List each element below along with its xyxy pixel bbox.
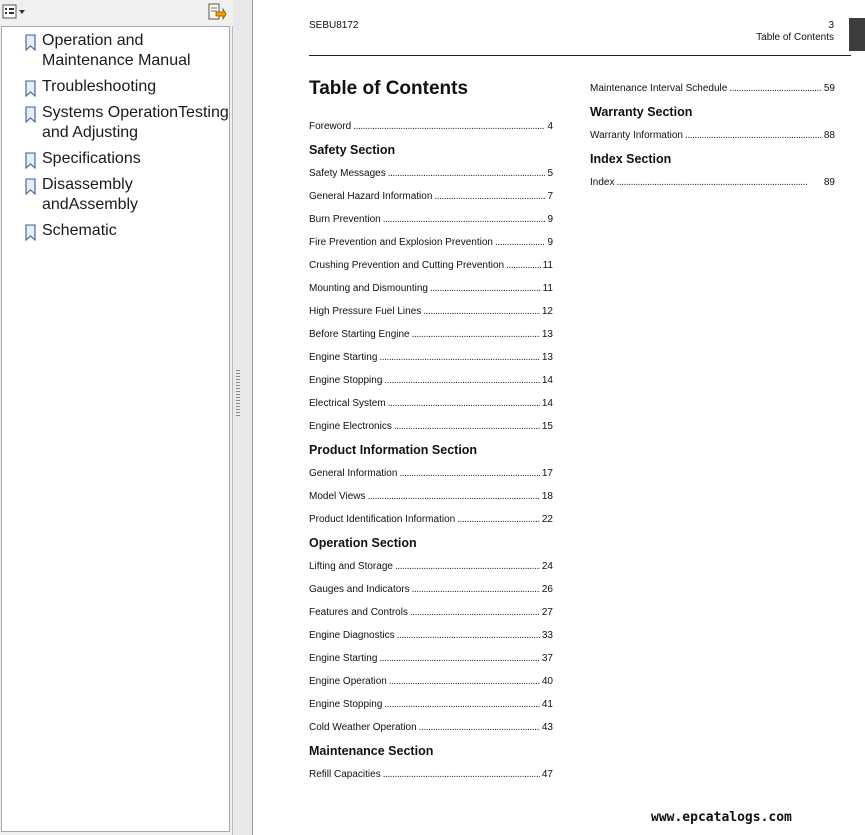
toc-leader — [368, 485, 540, 508]
toc-section-heading[interactable]: Safety Section — [309, 143, 396, 157]
toc-entry-page: 11 — [542, 260, 553, 271]
toc-entry[interactable] — [309, 601, 553, 624]
toc-entry-title: Index — [590, 177, 615, 188]
bookmark-label: Disassembly andAssembly — [42, 176, 139, 213]
scroll-position-marker[interactable] — [849, 18, 865, 51]
bookmark-label: Troubleshooting — [42, 78, 157, 95]
bookmarks-pane — [0, 0, 233, 835]
toc-leader — [434, 185, 545, 208]
toc-entry-page: 88 — [823, 130, 835, 141]
toc-entry-page: 33 — [541, 630, 553, 641]
bookmark-label: Specifications — [42, 150, 141, 167]
toc-entry[interactable] — [590, 77, 835, 100]
toc-entry-page: 24 — [541, 561, 553, 572]
toc-section-heading[interactable]: Maintenance Section — [309, 744, 434, 758]
toc-leader — [430, 277, 541, 300]
bookmark-icon — [24, 80, 38, 97]
toc-leader — [397, 624, 540, 647]
document-page — [254, 0, 865, 835]
bookmarks-toolbar — [0, 0, 233, 26]
toc-entry[interactable] — [309, 670, 553, 693]
toc-entry[interactable] — [309, 392, 553, 415]
toc-entry[interactable] — [309, 231, 553, 254]
toc-entry[interactable] — [309, 115, 553, 138]
bookmark-label: Operation and Maintenance Manual — [42, 32, 191, 69]
toc-entry-page: 27 — [541, 607, 553, 618]
expand-bookmark-icon[interactable] — [205, 2, 227, 22]
toc-entry-page: 4 — [547, 121, 553, 132]
bookmark-options-icon[interactable] — [2, 4, 28, 20]
page-header-right — [756, 20, 834, 44]
header-rule — [309, 55, 851, 56]
toc-entry-title: Engine Diagnostics — [309, 630, 395, 641]
toc-entry-page: 26 — [541, 584, 553, 595]
toc-entry-page: 13 — [541, 329, 553, 340]
toc-entry-title: Maintenance Interval Schedule — [590, 83, 728, 94]
toc-leader — [423, 300, 540, 323]
bookmark-systems-operation[interactable] — [2, 103, 229, 143]
toc-entry[interactable] — [309, 300, 553, 323]
bookmark-specifications[interactable] — [2, 149, 229, 169]
toc-entry-page: 13 — [541, 352, 553, 363]
toc-entry-title: Product Identification Information — [309, 514, 456, 525]
toc-leader — [412, 578, 540, 601]
toc-leader — [388, 162, 546, 185]
toc-leader — [384, 369, 539, 392]
toc-column-left — [309, 115, 553, 786]
bookmark-icon — [24, 106, 38, 123]
toc-leader — [379, 346, 539, 369]
toc-leader — [384, 693, 539, 716]
toc-entry-title: Foreword — [309, 121, 352, 132]
toc-entry-page: 12 — [541, 306, 553, 317]
toc-entry[interactable] — [309, 254, 553, 277]
toc-entry[interactable] — [309, 415, 553, 438]
toc-entry-title: Lifting and Storage — [309, 561, 393, 572]
bookmark-icon — [24, 152, 38, 169]
toc-entry[interactable] — [309, 763, 553, 786]
toc-entry-title: Cold Weather Operation — [309, 722, 417, 733]
toc-entry-title: Warranty Information — [590, 130, 683, 141]
toc-entry[interactable] — [309, 508, 553, 531]
toc-section-heading[interactable]: Warranty Section — [590, 105, 693, 119]
toc-entry-title: Crushing Prevention and Cutting Prevention — [309, 260, 505, 271]
toc-entry-page: 14 — [541, 398, 553, 409]
toc-leader — [685, 124, 822, 147]
toc-entry-title: Engine Operation — [309, 676, 387, 687]
splitter-grip[interactable] — [236, 370, 240, 418]
toc-entry-page: 18 — [541, 491, 553, 502]
toc-entry[interactable] — [590, 171, 835, 194]
toc-entry-title: Burn Prevention — [309, 214, 381, 225]
watermark-text: www.epcatalogs.com — [651, 810, 792, 825]
bookmark-schematic[interactable] — [2, 221, 229, 241]
toc-entry-page: 41 — [541, 699, 553, 710]
toc-entry-page: 5 — [547, 168, 553, 179]
toc-entry[interactable] — [590, 124, 835, 147]
bookmark-troubleshooting[interactable] — [2, 77, 229, 97]
toc-leader — [495, 231, 545, 254]
toc-entry[interactable] — [309, 277, 553, 300]
toc-leader — [389, 670, 540, 693]
toc-leader — [506, 254, 540, 277]
toc-entry-title: Engine Starting — [309, 653, 378, 664]
page-number: 3 — [828, 20, 834, 31]
toc-entry-title: General Hazard Information — [309, 191, 433, 202]
bookmark-label: Schematic — [42, 222, 117, 239]
toc-entry-page: 43 — [541, 722, 553, 733]
toc-entry-page: 7 — [547, 191, 553, 202]
toc-entry[interactable] — [309, 578, 553, 601]
toc-entry-page: 89 — [823, 177, 835, 188]
toc-column-right — [590, 77, 835, 194]
toc-entry-page: 22 — [541, 514, 553, 525]
toc-title: Table of Contents — [309, 78, 469, 99]
toc-entry-title: Electrical System — [309, 398, 386, 409]
bookmark-icon — [24, 34, 38, 51]
toc-leader — [729, 77, 822, 100]
toc-entry-page: 59 — [823, 83, 835, 94]
toc-entry-title: Fire Prevention and Explosion Prevention — [309, 237, 493, 248]
toc-entry[interactable] — [309, 555, 553, 578]
toc-entry-title: Gauges and Indicators — [309, 584, 410, 595]
bookmark-icon — [24, 178, 38, 195]
toc-entry-title: Features and Controls — [309, 607, 408, 618]
toc-section-heading[interactable]: Index Section — [590, 152, 672, 166]
toc-entry-title: Engine Starting — [309, 352, 378, 363]
header-section-title: Table of Contents — [756, 32, 834, 43]
toc-leader — [419, 716, 540, 739]
toc-entry-title: Safety Messages — [309, 168, 386, 179]
toc-entry-page: 40 — [541, 676, 553, 687]
toc-leader — [457, 508, 540, 531]
toc-entry-page: 15 — [541, 421, 553, 432]
bookmark-disassembly-assembly[interactable] — [2, 175, 229, 215]
toc-entry[interactable] — [309, 323, 553, 346]
toc-entry-title: Before Starting Engine — [309, 329, 410, 340]
toc-entry[interactable] — [309, 624, 553, 647]
toc-leader — [394, 415, 540, 438]
toc-entry[interactable] — [309, 208, 553, 231]
toc-leader — [410, 601, 540, 624]
toc-entry-title: Refill Capacities — [309, 769, 381, 780]
toc-section-heading[interactable]: Operation Section — [309, 536, 417, 550]
toc-entry-title: Model Views — [309, 491, 366, 502]
toc-entry[interactable] — [309, 485, 553, 508]
toc-entry-page: 17 — [541, 468, 553, 479]
toc-entry[interactable] — [309, 162, 553, 185]
toc-entry[interactable] — [309, 369, 553, 392]
toc-entry-page: 9 — [547, 214, 553, 225]
toc-entry-title: Mounting and Dismounting — [309, 283, 428, 294]
toc-entry[interactable] — [309, 693, 553, 716]
toc-entry-page: 37 — [541, 653, 553, 664]
toc-entry[interactable] — [309, 462, 553, 485]
bookmarks-list — [2, 27, 229, 241]
toc-leader — [383, 208, 546, 231]
toc-leader — [383, 763, 540, 786]
toc-leader — [379, 647, 539, 670]
toc-leader — [388, 392, 540, 415]
bookmark-operation-maintenance[interactable] — [2, 31, 229, 71]
toc-entry-title: Engine Stopping — [309, 699, 383, 710]
bookmark-icon — [24, 224, 38, 241]
bookmarks-list-panel — [1, 26, 230, 832]
toc-entry-title: General Information — [309, 468, 398, 479]
pane-splitter[interactable] — [233, 0, 253, 835]
toc-leader — [399, 462, 539, 485]
bookmark-label: Systems OperationTesting and Adjusting — [42, 104, 229, 141]
toc-entry-title: High Pressure Fuel Lines — [309, 306, 422, 317]
toc-leader — [616, 171, 821, 194]
toc-entry[interactable] — [309, 346, 553, 369]
toc-leader — [353, 115, 545, 138]
toc-entry[interactable] — [309, 185, 553, 208]
toc-entry-page: 14 — [541, 375, 553, 386]
toc-leader — [412, 323, 540, 346]
toc-entry-page: 11 — [542, 283, 553, 294]
toc-entry-title: Engine Stopping — [309, 375, 383, 386]
toc-section-heading[interactable]: Product Information Section — [309, 443, 478, 457]
toc-entry[interactable] — [309, 716, 553, 739]
toc-entry-page: 9 — [547, 237, 553, 248]
toc-leader — [395, 555, 540, 578]
document-code: SEBU8172 — [309, 20, 359, 31]
toc-entry[interactable] — [309, 647, 553, 670]
toc-entry-page: 47 — [541, 769, 553, 780]
toc-entry-title: Engine Electronics — [309, 421, 392, 432]
